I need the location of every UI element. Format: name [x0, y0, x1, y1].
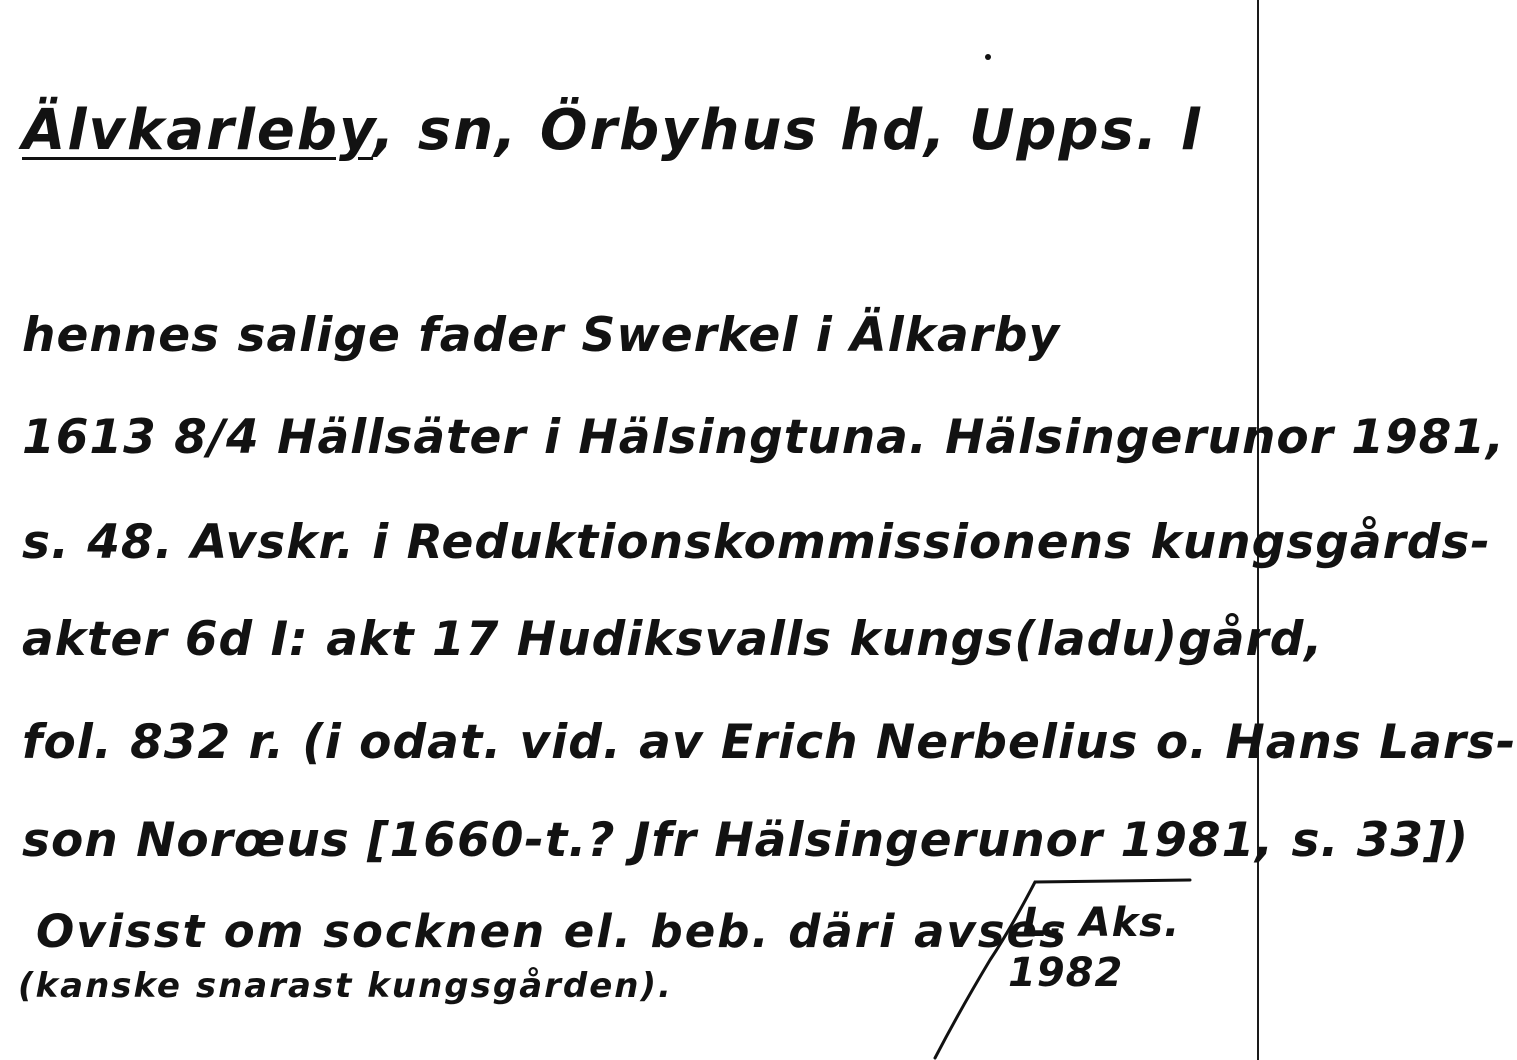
body-line-2: 1613 8/4 Hällsäter i Hälsingtuna. Hälsingerunor 1981, [22, 410, 1505, 465]
body-line-3: s. 48. Avskr. i Reduktionskommissionens kungsgårds- [22, 515, 1491, 570]
signature-name: L. Aks. [1022, 900, 1181, 946]
header-rest: , sn, Örbyhus hd, Upps. l [373, 98, 1202, 163]
body-line-4: akter 6d I: akt 17 Hudiksvalls kungs(ladu)gård, [22, 612, 1324, 667]
body-line-5: fol. 832 r. (i odat. vid. av Erich Nerbelius o. Hans Lars- [22, 715, 1517, 770]
note-sub-line: (kanske snarast kungsgården). [18, 966, 673, 1006]
body-line-6: son Norœus [1660-t.? Jfr Hälsingerunor 1981, s. 33]) [22, 813, 1470, 868]
note-line: Ovisst om socknen el. beb. däri avses [36, 905, 1068, 958]
header-place: Älvkarleby [22, 98, 374, 163]
signature-year: 1982 [1008, 950, 1124, 996]
body-line-1: hennes salige fader Swerkel i Älkarby [22, 308, 1061, 363]
